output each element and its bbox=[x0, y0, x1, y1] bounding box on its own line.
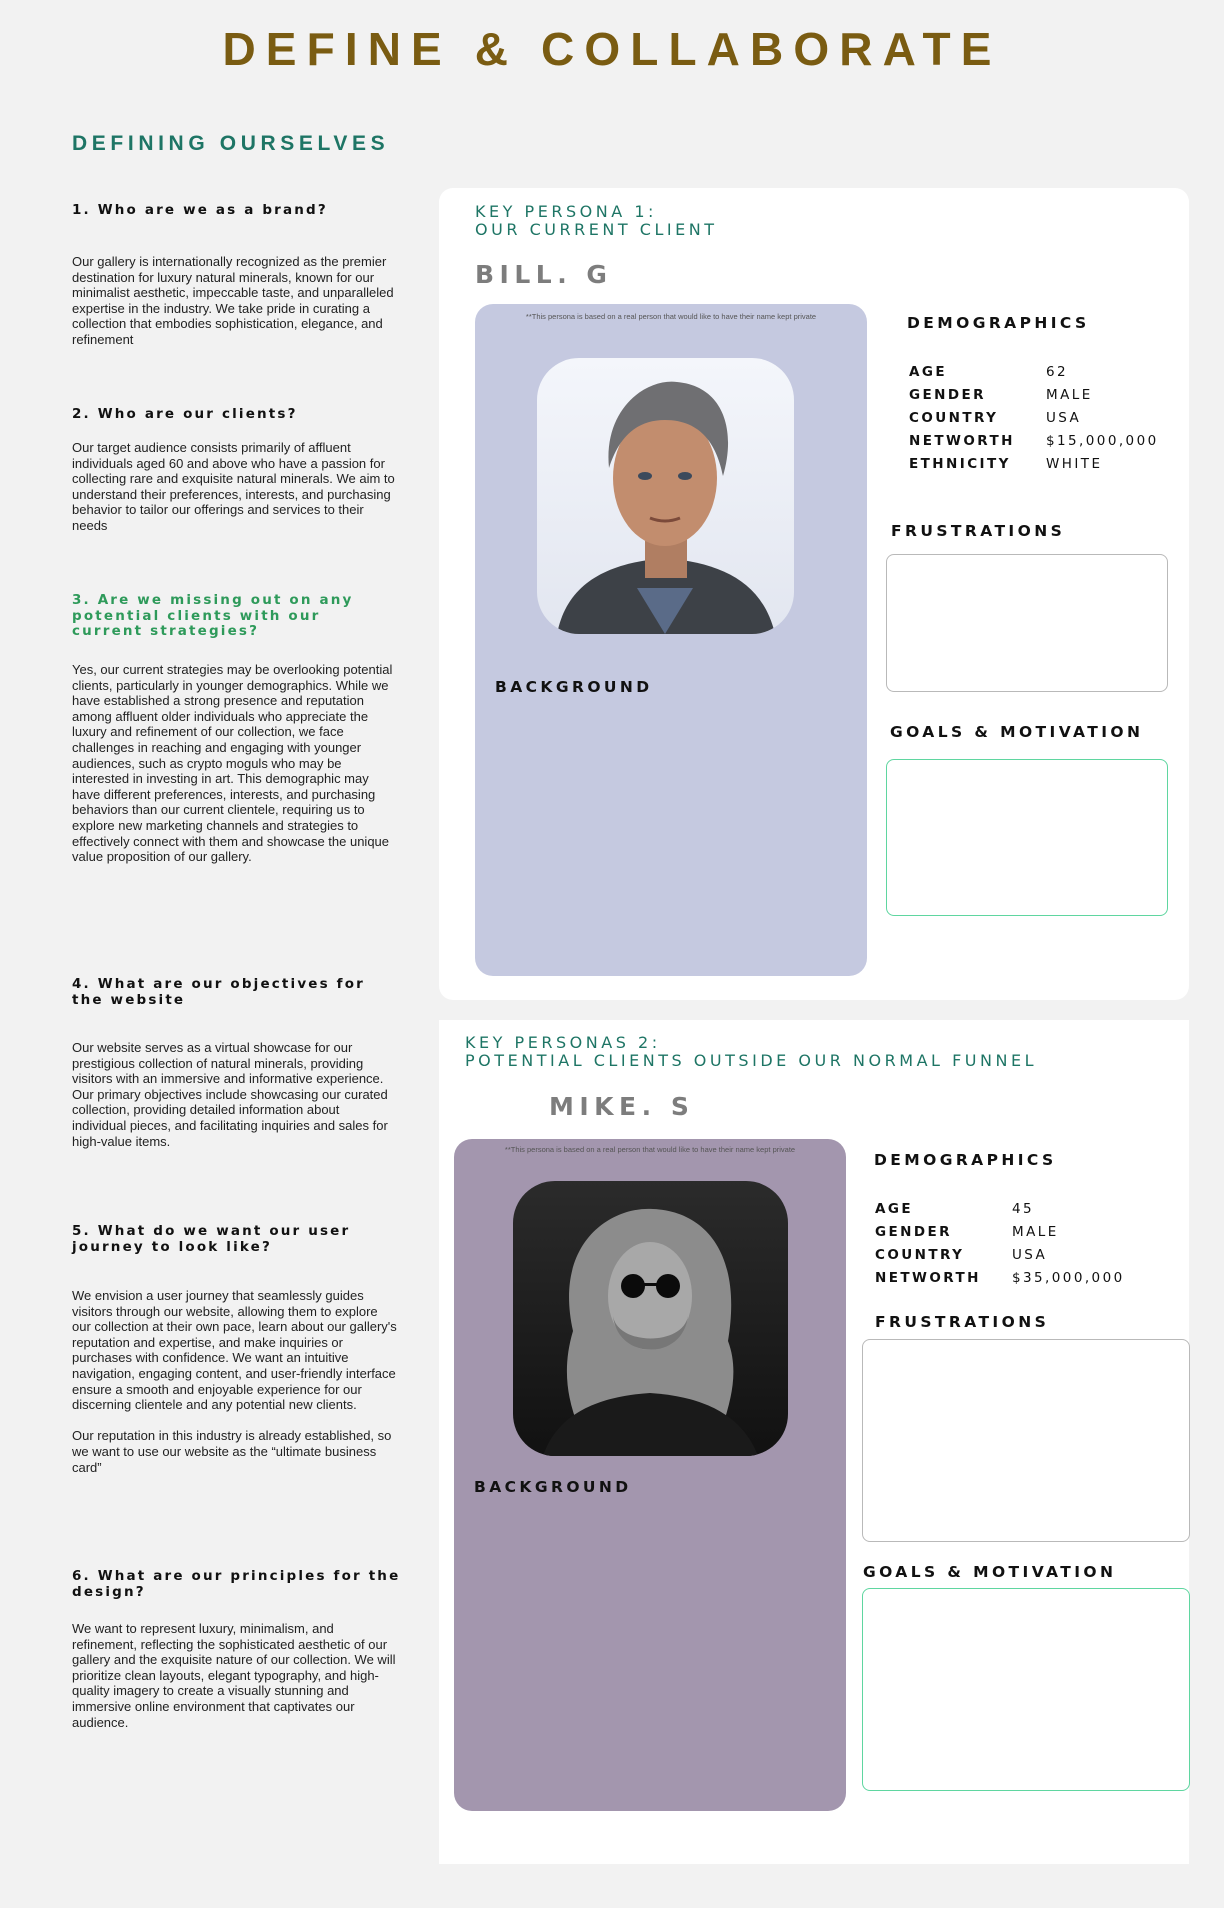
question-heading: 5. What do we want our user journey to look like? bbox=[72, 1223, 351, 1255]
persona-label-line: KEY PERSONA 1: bbox=[475, 202, 657, 221]
demographics-value: USA bbox=[1012, 1247, 1048, 1263]
question-body: We envision a user journey that seamlessly guides visitors through our website, allowing them to explore our collection at their own pace, learn about our gallery's reputation and expertise, and make inquiries or purchases with confidence. We want an intuitive navigation, engaging content, and user-friendly interface ensure a smooth and enjoyable experience for our discerning clientele and any potential new clients. Our reputation in this industry is already established, so we want to use our website as the “ultimate business card” bbox=[72, 1288, 397, 1475]
question-body: Our website serves as a virtual showcase for our prestigious collection of natural minerals, providing visitors with an immersive and informative experience. Our primary objectives include showcasing our curated collection, providing detailed information about individual pieces, and facilitating inquiries and sales for high-value items. bbox=[72, 1040, 388, 1149]
demographics-value: 45 bbox=[1012, 1201, 1035, 1217]
frustrations-heading: FRUSTRATIONS bbox=[891, 522, 1066, 540]
section-heading: DEFINING OURSELVES bbox=[72, 132, 390, 155]
goals-box bbox=[886, 759, 1168, 916]
demographics-value: MALE bbox=[1046, 387, 1093, 403]
question-heading: 6. What are our principles for the design? bbox=[72, 1568, 401, 1600]
privacy-note: **This persona is based on a real person that would like to have their name kept private bbox=[504, 1145, 796, 1154]
demographics-key: AGE bbox=[909, 364, 948, 380]
persona-photo-panel bbox=[475, 304, 867, 976]
background-heading: BACKGROUND bbox=[474, 1478, 632, 1496]
persona-card bbox=[439, 1020, 1189, 1864]
question-heading: 4. What are our objectives for the website bbox=[72, 976, 365, 1008]
question-heading: 3. Are we missing out on any potential clients with our current strategies? bbox=[72, 592, 354, 640]
frustrations-heading: FRUSTRATIONS bbox=[875, 1313, 1050, 1331]
goals-box bbox=[862, 1588, 1190, 1791]
persona-label-line: KEY PERSONAS 2: bbox=[465, 1033, 661, 1052]
frustrations-box bbox=[886, 554, 1168, 692]
demographics-heading: DEMOGRAPHICS bbox=[874, 1151, 1057, 1169]
goals-heading: GOALS & MOTIVATION bbox=[863, 1563, 1117, 1581]
background-heading: BACKGROUND bbox=[495, 678, 653, 696]
goals-heading: GOALS & MOTIVATION bbox=[890, 723, 1144, 741]
persona-label-line: OUR CURRENT CLIENT bbox=[475, 219, 718, 239]
persona-portrait bbox=[537, 358, 794, 634]
frustrations-box bbox=[862, 1339, 1190, 1542]
persona-photo-panel bbox=[454, 1139, 846, 1811]
persona-name: BILL. G bbox=[475, 260, 613, 289]
persona-name: MIKE. S bbox=[549, 1092, 695, 1121]
question-body: Our gallery is internationally recognized as the premier destination for luxury natural minerals, known for our minimalist aesthetic, impeccable taste, and unparalleled expertise in the industry. We take pride in curating a collection that embodies sophistication, elegance, and refinement bbox=[72, 254, 394, 347]
demographics-key: COUNTRY bbox=[909, 410, 999, 426]
demographics-key: COUNTRY bbox=[875, 1247, 965, 1263]
demographics-key: GENDER bbox=[909, 387, 987, 403]
portrait-man-icon bbox=[537, 358, 794, 634]
question-heading: 2. Who are our clients? bbox=[72, 406, 298, 422]
question-heading: 1. Who are we as a brand? bbox=[72, 202, 328, 218]
page-title: DEFINE & COLLABORATE bbox=[222, 23, 1002, 75]
question-body: We want to represent luxury, minimalism, and refinement, reflecting the sophisticated aesthetic of our gallery and the exquisite nature of our collection. We will prioritize clean layouts, elegant typography, and high-quality imagery to create a visually stunning and immersive online environment that captivates our audience. bbox=[72, 1621, 396, 1730]
persona-label bbox=[475, 203, 718, 238]
demographics-heading: DEMOGRAPHICS bbox=[907, 314, 1090, 332]
question-body: Yes, our current strategies may be overlooking potential clients, particularly in younger demographics. While we have established a strong presence and reputation among affluent older individuals who appreciate the luxury and refinement of our collection, we face challenges in reaching and engaging with younger audiences, such as crypto moguls who may be interested in investing in art. This demographic may have different preferences, interests, and purchasing behaviors than our current clientele, requiring us to explore new marketing channels and strategies to effectively connect with them and showcase the unique value proposition of our gallery. bbox=[72, 662, 393, 865]
persona-card bbox=[439, 188, 1189, 1000]
demographics-value: MALE bbox=[1012, 1224, 1059, 1240]
persona-portrait bbox=[513, 1181, 788, 1456]
privacy-note: **This persona is based on a real person that would like to have their name kept private bbox=[525, 312, 817, 321]
persona-label bbox=[465, 1034, 1037, 1069]
question-body: Our target audience consists primarily of affluent individuals aged 60 and above who have a passion for collecting rare and exquisite natural minerals. We aim to understand their preferences, interests, and purchasing behavior to tailor our offerings and services to their needs bbox=[72, 440, 395, 533]
demographics-value: $15,000,000 bbox=[1046, 433, 1159, 449]
persona-label-line: POTENTIAL CLIENTS OUTSIDE OUR NORMAL FUNNEL bbox=[465, 1050, 1038, 1070]
demographics-key: NETWORTH bbox=[875, 1270, 981, 1286]
demographics-key: NETWORTH bbox=[909, 433, 1015, 449]
demographics-key: ETHNICITY bbox=[909, 456, 1011, 472]
demographics-value: USA bbox=[1046, 410, 1082, 426]
demographics-value: WHITE bbox=[1046, 456, 1103, 472]
demographics-value: $35,000,000 bbox=[1012, 1270, 1125, 1286]
demographics-key: AGE bbox=[875, 1201, 914, 1217]
demographics-value: 62 bbox=[1046, 364, 1069, 380]
portrait-man-icon bbox=[513, 1181, 788, 1456]
demographics-key: GENDER bbox=[875, 1224, 953, 1240]
